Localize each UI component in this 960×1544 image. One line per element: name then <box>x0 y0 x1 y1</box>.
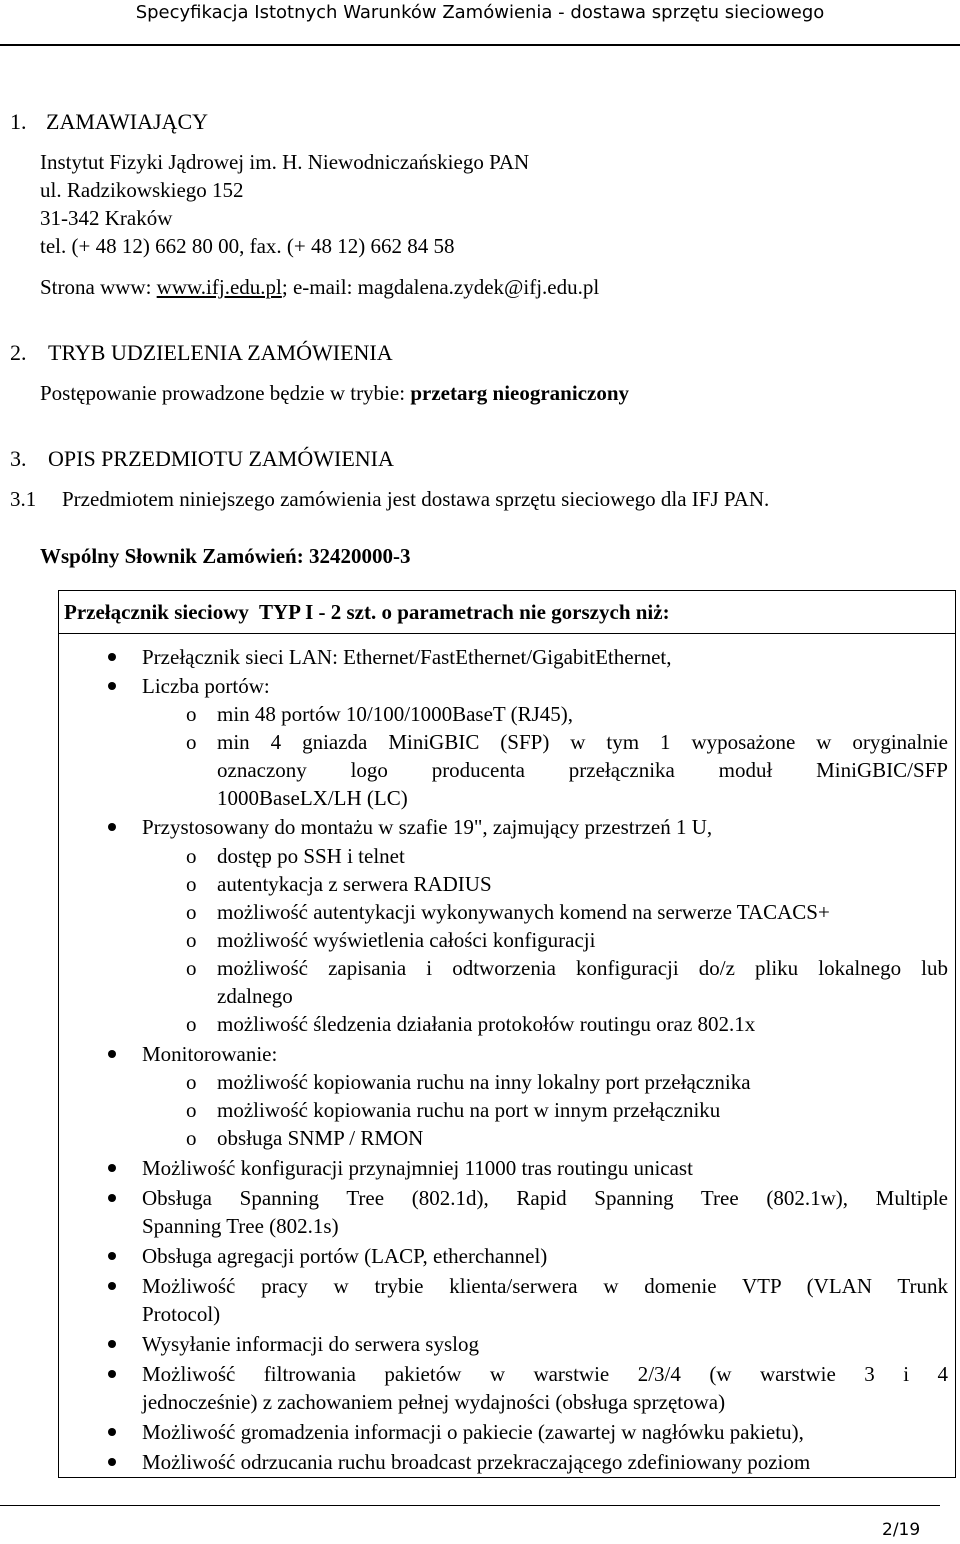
cpv-code: Wspólny Słownik Zamówień: 32420000-3 <box>40 544 411 568</box>
spec-subitem: min 48 portów 10/100/1000BaseT (RJ45), <box>217 702 574 726</box>
section-1-heading: ZAMAWIAJĄCY <box>46 109 209 134</box>
orderer-web-line <box>40 273 599 301</box>
orderer-phone: tel. (+ 48 12) 662 80 00, fax. (+ 48 12) 662 84 58 <box>40 234 455 258</box>
web-prefix: Strona www: <box>40 275 157 299</box>
bullet-dot <box>108 1340 116 1348</box>
spec-table-title: Przełącznik sieciowy TYP I - 2 szt. o parametrach nie gorszych niż: <box>64 600 670 624</box>
section-2-number: 2. <box>10 340 27 365</box>
section-2-heading: TRYB UDZIELENIA ZAMÓWIENIA <box>48 340 393 365</box>
procedure-line <box>40 379 629 407</box>
spec-item-continuation: Spanning Tree (802.1s) <box>142 1214 339 1238</box>
spec-subitem-continuation: oznaczony logo producenta przełącznika moduł MiniGBIC/SFP <box>217 758 948 782</box>
spec-item: Obsługa Spanning Tree (802.1d), Rapid Spanning Tree (802.1w), Multiple <box>142 1186 948 1210</box>
spec-subitem-continuation: zdalnego <box>217 984 293 1008</box>
bullet-dot <box>108 1370 116 1378</box>
spec-subitem: możliwość zapisania i odtworzenia konfiguracji do/z pliku lokalnego lub <box>217 956 948 980</box>
sub-bullet-marker: o <box>186 1098 197 1122</box>
bullet-dot <box>108 653 116 661</box>
spec-subitem: min 4 gniazda MiniGBIC (SFP) w tym 1 wyposażone w oryginalnie <box>217 730 948 754</box>
spec-subitem: obsługa SNMP / RMON <box>217 1126 424 1150</box>
sub-bullet-marker: o <box>186 900 197 924</box>
page-number: 2/19 <box>882 1520 921 1540</box>
section-3-number: 3. <box>10 446 27 471</box>
section-3-heading: OPIS PRZEDMIOTU ZAMÓWIENIA <box>48 446 394 471</box>
sub-bullet-marker: o <box>186 844 197 868</box>
spec-item: Przełącznik sieci LAN: Ethernet/FastEthernet/GigabitEthernet, <box>142 645 672 669</box>
spec-item-continuation: Protocol) <box>142 1302 221 1326</box>
sub-bullet-marker: o <box>186 1012 197 1036</box>
spec-item: Możliwość filtrowania pakietów w warstwie 2/3/4 (w warstwie 3 i 4 <box>142 1362 948 1386</box>
website-link[interactable]: www.ifj.edu.pl <box>156 275 282 299</box>
sub-bullet-marker: o <box>186 872 197 896</box>
spec-item: Monitorowanie: <box>142 1042 278 1066</box>
spec-item: Przystosowany do montażu w szafie 19", zajmujący przestrzeń 1 U, <box>142 815 713 839</box>
bullet-dot <box>108 1194 116 1202</box>
sub-bullet-marker: o <box>186 928 197 952</box>
spec-item: Liczba portów: <box>142 674 270 698</box>
bullet-dot <box>108 1164 116 1172</box>
spec-subitem: autentykacja z serwera RADIUS <box>217 872 492 896</box>
orderer-city: 31-342 Kraków <box>40 206 173 230</box>
bullet-dot <box>108 1458 116 1466</box>
spec-subitem: możliwość autentykacji wykonywanych komend na serwerze TACACS+ <box>217 900 830 924</box>
procedure-text: Postępowanie prowadzone będzie w trybie: <box>40 381 411 405</box>
header-divider <box>0 44 960 46</box>
spec-item: Obsługa agregacji portów (LACP, etherchannel) <box>142 1244 548 1268</box>
spec-item-continuation: jednocześnie) z zachowaniem pełnej wydajności (obsługa sprzętowa) <box>142 1390 726 1414</box>
bullet-dot <box>108 1282 116 1290</box>
spec-item: Możliwość konfiguracji przynajmniej 11000 tras routingu unicast <box>142 1156 693 1180</box>
sub-bullet-marker: o <box>186 1070 197 1094</box>
bullet-dot <box>108 823 116 831</box>
spec-item: Możliwość gromadzenia informacji o pakiecie (zawartej w nagłówku pakietu), <box>142 1420 804 1444</box>
spec-subitem-continuation: 1000BaseLX/LH (LC) <box>217 786 408 810</box>
page-header: Specyfikacja Istotnych Warunków Zamówienia - dostawa sprzętu sieciowego <box>135 2 825 23</box>
sub-bullet-marker: o <box>186 1126 197 1150</box>
procedure-mode: przetarg nieograniczony <box>410 381 630 405</box>
sub-bullet-marker: o <box>186 956 197 980</box>
sub-bullet-marker: o <box>186 702 197 726</box>
spec-item: Możliwość odrzucania ruchu broadcast przekraczającego zdefiniowany poziom <box>142 1450 811 1474</box>
footer-divider <box>0 1505 940 1506</box>
bullet-dot <box>108 1428 116 1436</box>
orderer-street: ul. Radzikowskiego 152 <box>40 178 244 202</box>
spec-subitem: możliwość śledzenia działania protokołów routingu oraz 802.1x <box>217 1012 756 1036</box>
spec-item: Wysyłanie informacji do serwera syslog <box>142 1332 479 1356</box>
spec-subitem: możliwość kopiowania ruchu na port w innym przełączniku <box>217 1098 721 1122</box>
email-text: ; e-mail: magdalena.zydek@ifj.edu.pl <box>281 275 600 299</box>
orderer-name: Instytut Fizyki Jądrowej im. H. Niewodniczańskiego PAN <box>40 150 530 174</box>
spec-subitem: dostęp po SSH i telnet <box>217 844 405 868</box>
subsection-number: 3.1 <box>10 487 37 511</box>
spec-subitem: możliwość wyświetlenia całości konfiguracji <box>217 928 596 952</box>
subsection-text: Przedmiotem niniejszego zamówienia jest dostawa sprzętu sieciowego dla IFJ PAN. <box>62 487 770 511</box>
bullet-dot <box>108 682 116 690</box>
sub-bullet-marker: o <box>186 730 197 754</box>
bullet-dot <box>108 1050 116 1058</box>
spec-subitem: możliwość kopiowania ruchu na inny lokalny port przełącznika <box>217 1070 751 1094</box>
spec-item: Możliwość pracy w trybie klienta/serwera w domenie VTP (VLAN Trunk <box>142 1274 948 1298</box>
bullet-dot <box>108 1252 116 1260</box>
section-1-number: 1. <box>10 109 27 134</box>
